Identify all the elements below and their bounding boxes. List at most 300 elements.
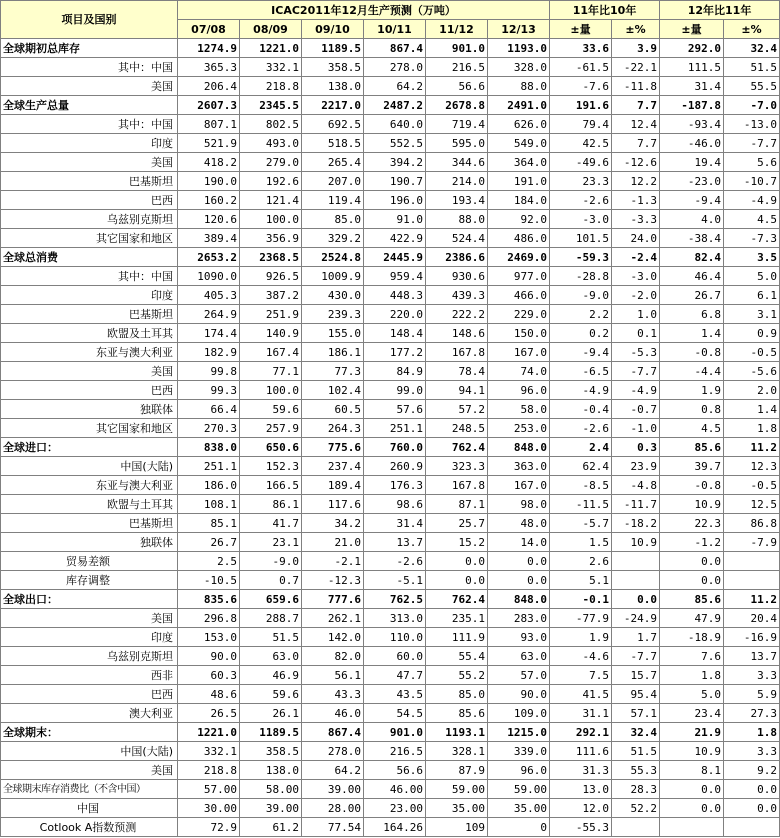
value-cell: 206.4 [178,77,240,96]
value-cell: 2.2 [550,305,612,324]
value-cell: 439.3 [426,286,488,305]
value-cell: 59.00 [488,780,550,799]
value-cell: 430.0 [302,286,364,305]
table-row [1,742,780,761]
value-cell: -61.5 [550,58,612,77]
value-cell: -0.5 [724,476,780,495]
section-row [1,96,780,115]
value-cell: 1.0 [612,305,660,324]
value-cell: 552.5 [364,134,426,153]
value-cell: 30.00 [178,799,240,818]
value-cell: 63.0 [240,647,302,666]
value-cell: 692.5 [302,115,364,134]
value-cell: 5.1 [550,571,612,590]
value-cell: -4.6 [550,647,612,666]
value-cell: 58.0 [488,400,550,419]
table-row [1,343,780,362]
value-cell: 4.5 [660,419,724,438]
value-cell: 1.8 [724,419,780,438]
value-cell: 74.0 [488,362,550,381]
value-cell: 21.9 [660,723,724,742]
row-label: 库存调整 [1,571,178,590]
value-cell: 138.0 [240,761,302,780]
row-label: 全球进口： [1,438,178,457]
value-cell: 0.0 [660,571,724,590]
value-cell: 23.1 [240,533,302,552]
value-cell: -13.0 [724,115,780,134]
value-cell: -0.1 [550,590,612,609]
value-cell: 46.00 [364,780,426,799]
value-cell: 0.8 [660,400,724,419]
value-cell: 328.1 [426,742,488,761]
value-cell: 64.2 [364,77,426,96]
value-cell: 85.1 [178,514,240,533]
value-cell: 239.3 [302,305,364,324]
value-cell: 3.3 [724,742,780,761]
value-cell: 2491.0 [488,96,550,115]
value-cell: -7.0 [724,96,780,115]
table-row [1,210,780,229]
value-cell: 251.1 [178,457,240,476]
value-cell: 88.0 [426,210,488,229]
value-cell: -2.6 [550,191,612,210]
value-cell: 5.9 [724,685,780,704]
value-cell: 926.5 [240,267,302,286]
table-row [1,514,780,533]
row-label: 中国 [1,799,178,818]
value-cell: 1189.5 [240,723,302,742]
value-cell: -9.4 [660,191,724,210]
value-cell: 13.7 [364,533,426,552]
value-cell: 0.0 [660,780,724,799]
value-cell: 216.5 [364,742,426,761]
value-cell: 1.4 [724,400,780,419]
row-label: 全球出口： [1,590,178,609]
value-cell: 190.0 [178,172,240,191]
value-cell: 7.7 [612,96,660,115]
value-cell: -5.3 [612,343,660,362]
value-cell: 10.9 [660,742,724,761]
value-cell: 0.1 [612,324,660,343]
value-cell: 11.2 [724,590,780,609]
value-cell: -49.6 [550,153,612,172]
value-cell: 15.7 [612,666,660,685]
item-column-header: 项目及国别 [1,1,178,39]
value-cell: 111.5 [660,58,724,77]
value-cell: 120.6 [178,210,240,229]
value-cell: 99.8 [178,362,240,381]
value-cell: 98.6 [364,495,426,514]
value-cell: -6.5 [550,362,612,381]
value-cell: 292.0 [660,39,724,58]
value-cell: 87.1 [426,495,488,514]
value-cell: -4.8 [612,476,660,495]
table-body [1,39,780,837]
value-cell: 977.0 [488,267,550,286]
value-cell: 901.0 [364,723,426,742]
row-label: 东亚与澳大利亚 [1,343,178,362]
change-percent-header: ±% [724,20,780,39]
value-cell: 218.8 [240,77,302,96]
value-cell: 1009.9 [302,267,364,286]
value-cell: 15.2 [426,533,488,552]
value-cell: 100.0 [240,210,302,229]
table-row [1,172,780,191]
value-cell: 930.6 [426,267,488,286]
year-header: 08/09 [240,20,302,39]
value-cell: 99.3 [178,381,240,400]
value-cell: 189.4 [302,476,364,495]
row-label: 全球期初总库存 [1,39,178,58]
value-cell: 35.00 [488,799,550,818]
value-cell: 448.3 [364,286,426,305]
value-cell: 32.4 [612,723,660,742]
value-cell: 222.2 [426,305,488,324]
value-cell: 0.2 [550,324,612,343]
value-cell: 3.5 [724,248,780,267]
value-cell: -22.1 [612,58,660,77]
value-cell: 85.0 [426,685,488,704]
value-cell: 148.4 [364,324,426,343]
year-header: 10/11 [364,20,426,39]
value-cell: -10.5 [178,571,240,590]
table-row [1,457,780,476]
value-cell: 23.4 [660,704,724,723]
value-cell: 56.1 [302,666,364,685]
value-cell: 176.3 [364,476,426,495]
table-row [1,324,780,343]
value-cell: 88.0 [488,77,550,96]
value-cell: 191.6 [550,96,612,115]
value-cell: 251.1 [364,419,426,438]
value-cell: 640.0 [364,115,426,134]
value-cell: 5.0 [724,267,780,286]
value-cell: 959.4 [364,267,426,286]
row-label: 印度 [1,286,178,305]
value-cell: 100.0 [240,381,302,400]
value-cell: 57.0 [488,666,550,685]
value-cell: 422.9 [364,229,426,248]
value-cell: -7.3 [724,229,780,248]
value-cell: 278.0 [364,58,426,77]
row-label: 中国(大陆) [1,457,178,476]
value-cell: 62.4 [550,457,612,476]
value-cell: 2445.9 [364,248,426,267]
value-cell: -59.3 [550,248,612,267]
row-label: 其它国家和地区 [1,419,178,438]
value-cell: 32.4 [724,39,780,58]
value-cell: -7.6 [550,77,612,96]
value-cell: 85.6 [660,438,724,457]
row-label: 贸易差额 [1,552,178,571]
value-cell: 901.0 [426,39,488,58]
value-cell: 31.3 [550,761,612,780]
value-cell [724,571,780,590]
table-row [1,77,780,96]
value-cell: 77.3 [302,362,364,381]
value-cell: 4.5 [724,210,780,229]
table-row [1,761,780,780]
value-cell: 21.0 [302,533,364,552]
value-cell: 92.0 [488,210,550,229]
value-cell: 41.7 [240,514,302,533]
row-label: 其中：中国 [1,115,178,134]
value-cell: 264.9 [178,305,240,324]
value-cell: 358.5 [302,58,364,77]
value-cell: 77.1 [240,362,302,381]
value-cell: 10.9 [612,533,660,552]
value-cell: 1.8 [660,666,724,685]
value-cell: -11.8 [612,77,660,96]
value-cell: 518.5 [302,134,364,153]
table-row [1,647,780,666]
value-cell: 111.6 [550,742,612,761]
value-cell: -18.2 [612,514,660,533]
value-cell: 521.9 [178,134,240,153]
value-cell: 48.6 [178,685,240,704]
row-label: 巴西 [1,381,178,400]
row-label: 巴基斯坦 [1,305,178,324]
value-cell: 46.9 [240,666,302,685]
value-cell: 248.5 [426,419,488,438]
value-cell: 3.1 [724,305,780,324]
value-cell: 86.8 [724,514,780,533]
value-cell: 19.4 [660,153,724,172]
value-cell: 251.9 [240,305,302,324]
table-row [1,286,780,305]
value-cell: -1.0 [612,419,660,438]
row-label: 美国 [1,77,178,96]
table-row [1,571,780,590]
value-cell: 838.0 [178,438,240,457]
value-cell: 47.9 [660,609,724,628]
value-cell: 650.6 [240,438,302,457]
year-header: 11/12 [426,20,488,39]
value-cell: 867.4 [364,39,426,58]
value-cell: 85.6 [660,590,724,609]
value-cell: 87.9 [426,761,488,780]
value-cell: 7.6 [660,647,724,666]
value-cell: 0.0 [660,552,724,571]
row-label: 巴基斯坦 [1,514,178,533]
value-cell: 848.0 [488,438,550,457]
value-cell: 7.7 [612,134,660,153]
row-label: Cotlook A指数预测 [1,818,178,837]
value-cell: 138.0 [302,77,364,96]
value-cell: 2345.5 [240,96,302,115]
value-cell: 762.4 [426,590,488,609]
table-row [1,666,780,685]
row-label: 美国 [1,609,178,628]
value-cell: 153.0 [178,628,240,647]
value-cell: 13.7 [724,647,780,666]
value-cell: 193.4 [426,191,488,210]
value-cell: 867.4 [302,723,364,742]
value-cell: 85.0 [302,210,364,229]
value-cell: 270.3 [178,419,240,438]
value-cell: 23.9 [612,457,660,476]
value-cell: 34.2 [302,514,364,533]
row-label: 乌兹别克斯坦 [1,647,178,666]
value-cell [612,818,660,837]
row-label: 欧盟及土耳其 [1,324,178,343]
row-label: 美国 [1,153,178,172]
value-cell: 332.1 [240,58,302,77]
value-cell: 719.4 [426,115,488,134]
value-cell: 42.5 [550,134,612,153]
value-cell: 26.7 [178,533,240,552]
change-percent-header: ±% [612,20,660,39]
section-row [1,248,780,267]
value-cell: 12.2 [612,172,660,191]
value-cell: 140.9 [240,324,302,343]
value-cell: -28.8 [550,267,612,286]
change-amount-header: ±量 [660,20,724,39]
value-cell: -187.8 [660,96,724,115]
value-cell: 220.0 [364,305,426,324]
value-cell: 101.5 [550,229,612,248]
value-cell: -7.7 [612,647,660,666]
table-row [1,476,780,495]
table-row [1,628,780,647]
value-cell: 59.6 [240,400,302,419]
value-cell: 184.0 [488,191,550,210]
value-cell: 57.00 [178,780,240,799]
value-cell: 332.1 [178,742,240,761]
value-cell: 0.3 [612,438,660,457]
value-cell: 119.4 [302,191,364,210]
value-cell: 0.0 [488,552,550,571]
value-cell: 2368.5 [240,248,302,267]
value-cell: 64.2 [302,761,364,780]
value-cell: -55.3 [550,818,612,837]
value-cell: 365.3 [178,58,240,77]
value-cell: 762.4 [426,438,488,457]
value-cell: 218.8 [178,761,240,780]
value-cell: 190.7 [364,172,426,191]
row-label: 欧盟与土耳其 [1,495,178,514]
value-cell: 807.1 [178,115,240,134]
value-cell: -5.7 [550,514,612,533]
value-cell: 1274.9 [178,39,240,58]
value-cell: 55.3 [612,761,660,780]
value-cell: 466.0 [488,286,550,305]
value-cell: 216.5 [426,58,488,77]
value-cell: 78.4 [426,362,488,381]
value-cell: 55.4 [426,647,488,666]
value-cell: 0.0 [426,552,488,571]
value-cell: 2.4 [550,438,612,457]
value-cell: 46.0 [302,704,364,723]
value-cell: 0.9 [724,324,780,343]
value-cell: 167.8 [426,476,488,495]
value-cell: 344.6 [426,153,488,172]
compare-2012-vs-2011-header: 12年比11年 [660,1,780,20]
value-cell: -9.0 [550,286,612,305]
value-cell: 1221.0 [240,39,302,58]
value-cell: 31.1 [550,704,612,723]
table-row [1,134,780,153]
value-cell: 207.0 [302,172,364,191]
value-cell: 60.0 [364,647,426,666]
value-cell: 142.0 [302,628,364,647]
value-cell: 192.6 [240,172,302,191]
value-cell: 777.6 [302,590,364,609]
value-cell: 296.8 [178,609,240,628]
row-label: 其它国家和地区 [1,229,178,248]
section-row [1,590,780,609]
value-cell: 9.2 [724,761,780,780]
value-cell: -38.4 [660,229,724,248]
value-cell: 1.7 [612,628,660,647]
value-cell: 196.0 [364,191,426,210]
value-cell: 82.4 [660,248,724,267]
value-cell: 626.0 [488,115,550,134]
value-cell: 762.5 [364,590,426,609]
value-cell: -7.9 [724,533,780,552]
value-cell: 6.8 [660,305,724,324]
table-row [1,780,780,799]
value-cell: 775.6 [302,438,364,457]
value-cell: 0.0 [724,780,780,799]
row-label: 巴基斯坦 [1,172,178,191]
value-cell: 91.0 [364,210,426,229]
value-cell: 1215.0 [488,723,550,742]
value-cell: 1.5 [550,533,612,552]
value-cell: 2469.0 [488,248,550,267]
value-cell: -18.9 [660,628,724,647]
value-cell: 39.00 [240,799,302,818]
value-cell: -2.4 [612,248,660,267]
value-cell: -77.9 [550,609,612,628]
value-cell: 22.3 [660,514,724,533]
value-cell [612,552,660,571]
value-cell: 26.1 [240,704,302,723]
value-cell: -4.9 [612,381,660,400]
value-cell: 51.5 [240,628,302,647]
value-cell: 329.2 [302,229,364,248]
value-cell: 63.0 [488,647,550,666]
value-cell: -23.0 [660,172,724,191]
value-cell: 356.9 [240,229,302,248]
value-cell: 288.7 [240,609,302,628]
value-cell: -2.1 [302,552,364,571]
value-cell: 191.0 [488,172,550,191]
row-label: 独联体 [1,533,178,552]
value-cell [724,818,780,837]
value-cell: -4.9 [550,381,612,400]
value-cell: 59.00 [426,780,488,799]
value-cell: 1.9 [660,381,724,400]
value-cell: 61.2 [240,818,302,837]
value-cell: 387.2 [240,286,302,305]
table-row [1,229,780,248]
value-cell: -7.7 [724,134,780,153]
row-label: 全球总消费 [1,248,178,267]
value-cell: 182.9 [178,343,240,362]
row-label: 澳大利亚 [1,704,178,723]
value-cell: 0.0 [612,590,660,609]
table-row [1,552,780,571]
value-cell: -9.0 [240,552,302,571]
table-row [1,400,780,419]
row-label: 印度 [1,628,178,647]
value-cell: 4.0 [660,210,724,229]
value-cell: -5.1 [364,571,426,590]
value-cell: -24.9 [612,609,660,628]
row-label: 中国(大陆) [1,742,178,761]
value-cell: 102.4 [302,381,364,400]
